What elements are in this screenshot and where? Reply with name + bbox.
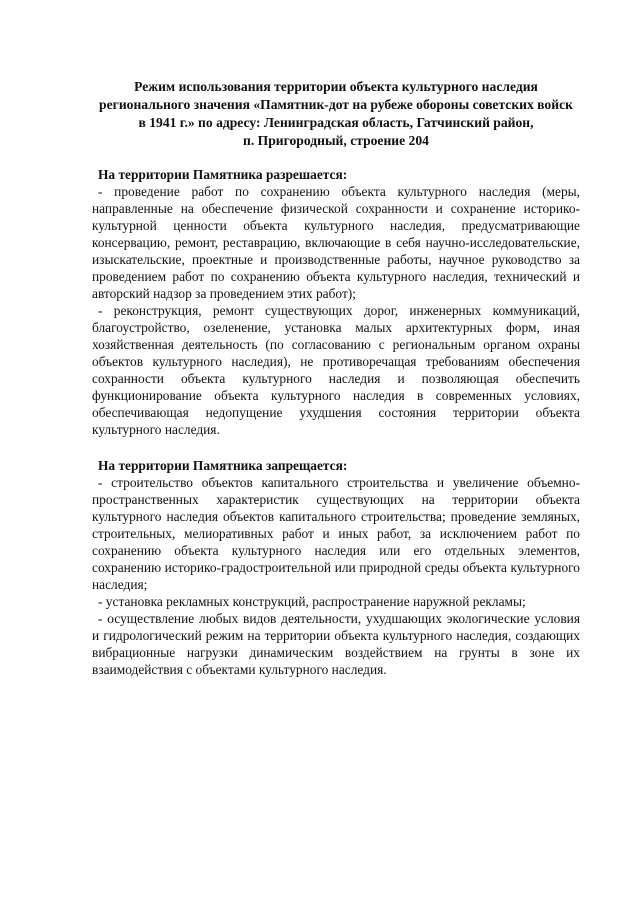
document-title-line: Режим использования территории объекта культурного наследия (134, 79, 538, 94)
allowed-item: - проведение работ по сохранению объекта культурного наследия (меры, направленные на обеспечение физической сохранности и сохранение историко-культурной ценности объекта культурного наследия, предусматривающие консервацию, ремонт, реставрацию, включающие в себя научно-исследовательские, изыскательские, проектные и производственные работы, научное руководство за проведением работ по сохранению объекта культурного наследия, технический и авторский надзор за проведением этих работ); (92, 184, 580, 301)
allowed-heading: На территории Памятника разрешается: (98, 167, 348, 182)
document-title-line: в 1941 г.» по адресу: Ленинградская область, Гатчинский район, (138, 115, 534, 130)
document-page (92, 78, 580, 678)
document-title-line: регионального значения «Памятник-дот на рубеже обороны советских войск (99, 97, 573, 112)
prohibited-heading: На территории Памятника запрещается: (98, 458, 348, 473)
prohibited-item: - строительство объектов капитального строительства и увеличение объемно-пространственных характеристик существующих на территории объекта культурного наследия объектов капитального строительства; проведение земляных, строительных, мелиоративных работ и иных работ, за исключением работ по сохранению объекта культурного наследия или его отдельных элементов, сохранению историко-градостроительной или природной среды объекта культурного наследия; (92, 475, 580, 592)
prohibited-section (92, 457, 580, 678)
document-title-line: п. Пригородный, строение 204 (243, 133, 429, 148)
document-title (92, 78, 580, 150)
allowed-section (92, 166, 580, 438)
allowed-item: - реконструкция, ремонт существующих дорог, инженерных коммуникаций, благоустройство, озеленение, установка малых архитектурных форм, иная хозяйственная деятельность (по согласованию с региональным органом охраны объектов культурного наследия), не противоречащая требованиям обеспечения сохранности объекта культурного наследия и позволяющая обеспечить функционирование объекта культурного наследия в современных условиях, обеспечивающая недопущение ухудшения состояния территории объекта культурного наследия. (92, 303, 580, 437)
prohibited-item: - установка рекламных конструкций, распространение наружной рекламы; (98, 594, 526, 609)
prohibited-item: - осуществление любых видов деятельности, ухудшающих экологические условия и гидрологический режим на территории объекта культурного наследия, создающих вибрационные нагрузки динамическим воздействием на грунты в зоне их взаимодействия с объектами культурного наследия. (92, 611, 580, 677)
